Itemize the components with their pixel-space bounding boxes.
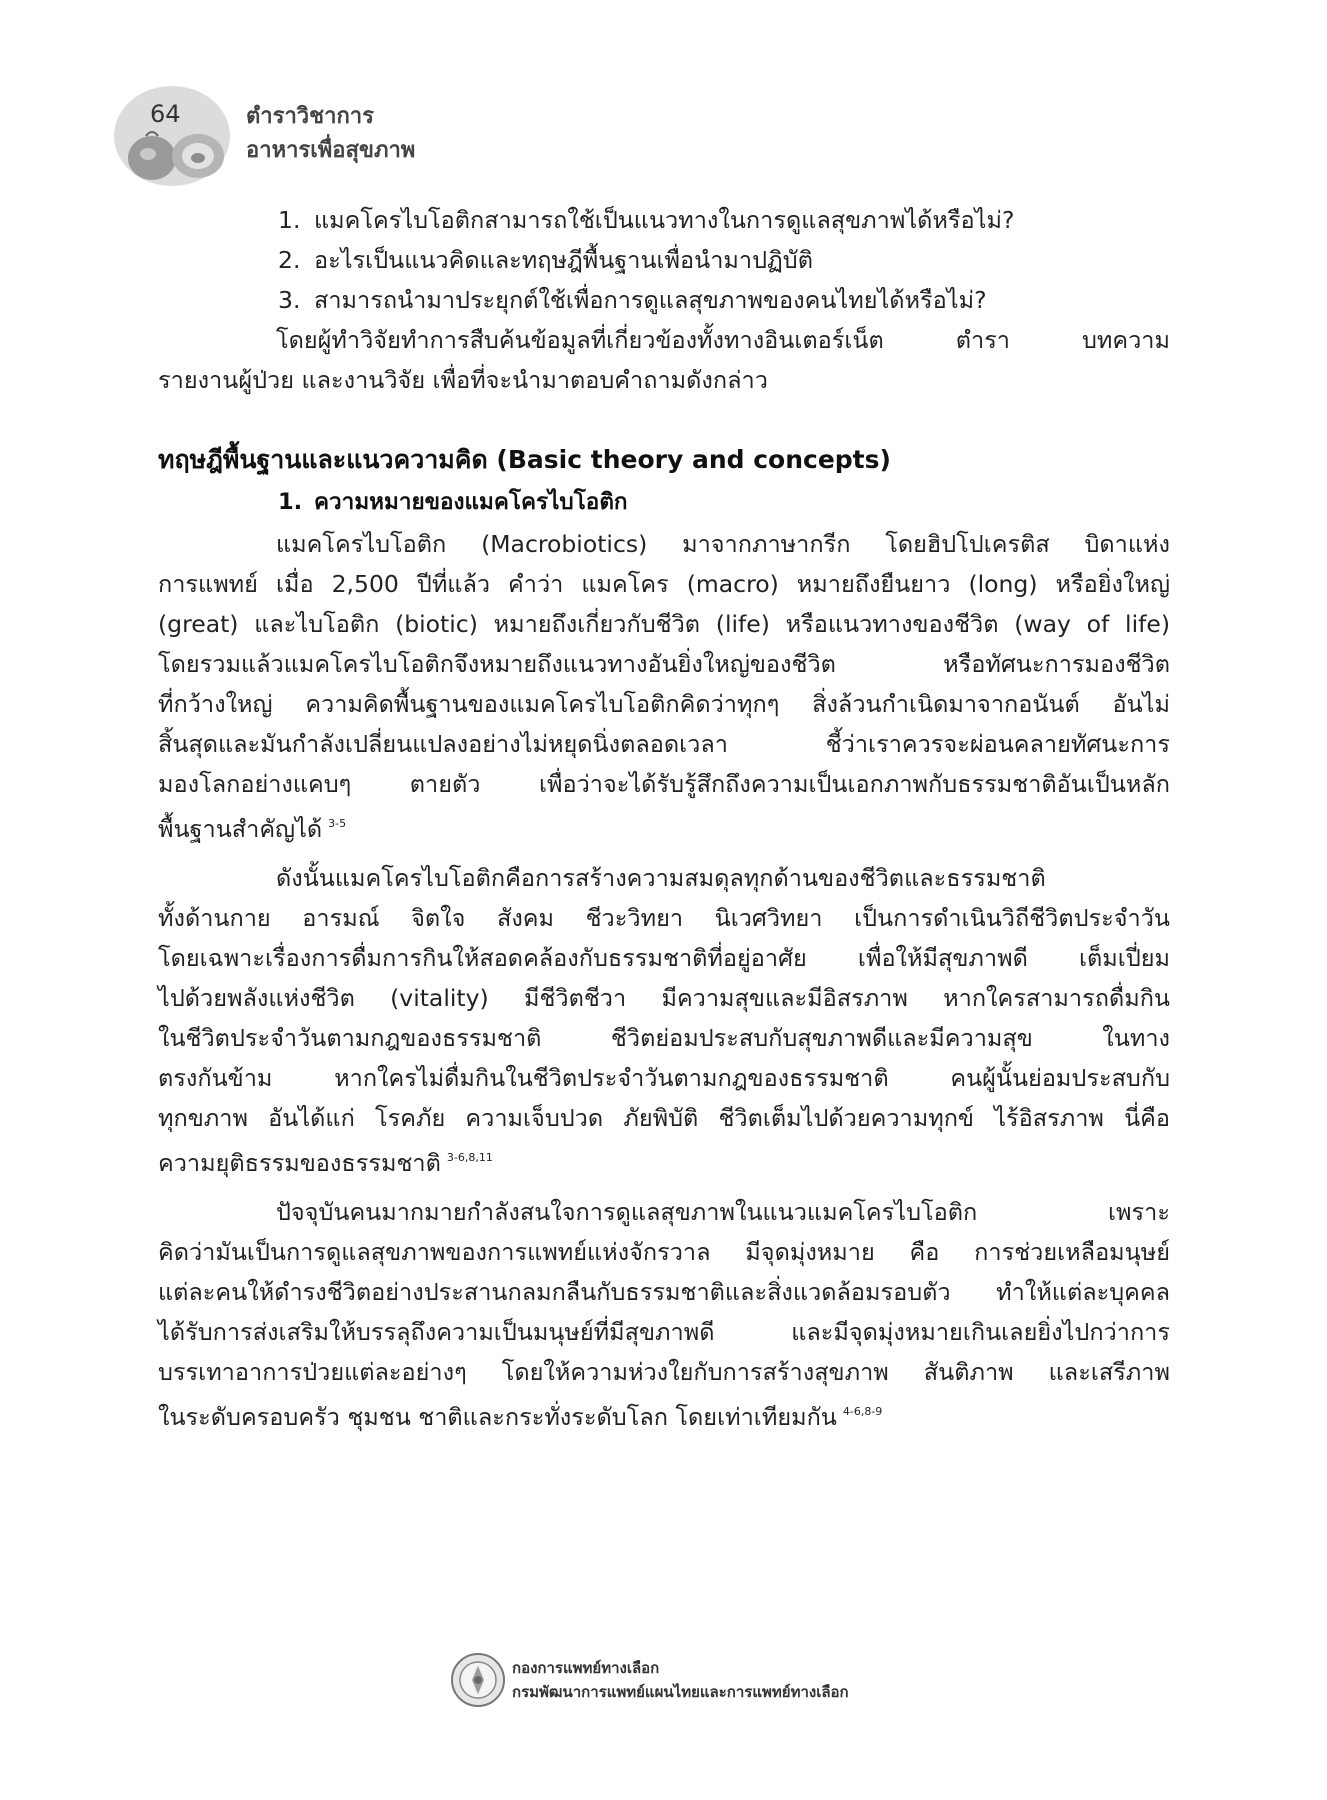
section-heading: ทฤษฎีพื้นฐานและแนวความคิด (Basic theory and concepts) [158,445,891,474]
sub-heading: 1. ความหมายของแมคโครไบโอติก [278,489,628,515]
book-title [246,100,415,168]
question-item: 2. อะไรเป็นแนวคิดและทฤษฎีพื้นฐานเพื่อนำมาปฏิบัติ [278,246,813,274]
book-title-line1: ตำราวิชาการ [246,104,374,129]
page-header [112,78,512,198]
question-item: 3. สามารถนำมาประยุกต์ใช้เพื่อการดูแลสุขภาพของคนไทยได้หรือไม่? [278,286,987,314]
intro-paragraph: โดยผู้ทำวิจัยทำการสืบค้นข้อมูลที่เกี่ยวข้องทั้งทางอินเตอร์เน็ต ตำรา บทความ รายงานผู้ป่วย และงานวิจัย เพื่อที่จะนำมาตอบคำถามดังกล่าว [158,326,1170,394]
paragraph-meaning: แมคโครไบโอติก (Macrobiotics) มาจากภาษากรีก โดยฮิปโปเครติส บิดาแห่ง การแพทย์ เมื่อ 2,500 ปีที่แล้ว คำว่า แมคโคร (macro) หมายถึงยืนยาว (long) หรือยิ่งใหญ่ (great) และไบโอติก (biotic) หมายถึงเกี่ยวกับชีวิต (life) หรือแนวทางของชีวิต (way of life) โดยรวมแล้วแมคโครไบโอติกจึงหมายถึงแนวทางอันยิ่งใหญ่ของชีวิต หรือทัศนะการมองชีวิต ที่กว้างใหญ่ ความคิดพื้นฐานของแมคโครไบโอติกคิดว่าทุกๆ สิ่งล้วนกำเนิดมาจากอนันต์ อันไม่ สิ้นสุดและมันกำลังเปลี่ยนแปลงอย่างไม่หยุดนิ่งตลอดเวลา ชี้ว่าเราควรจะผ่อนคลายทัศนะการ มองโลกอย่างแคบๆ ตายตัว เพื่อว่าจะได้รับรู้สึกถึงความเป็นเอกภาพกับธรรมชาติอันเป็นหลัก พื้นฐานสำคัญได้ $^{3-5}$ [158,530,1170,843]
question-item: 1. แมคโครไบโอติกสามารถใช้เป็นแนวทางในการดูแลสุขภาพได้หรือไม่? [278,206,1015,234]
reference-superscript: 3-6,8,11 [446,1151,493,1164]
footer-line1: กองการแพทย์ทางเลือก [512,1659,660,1677]
page-number: 64 [150,100,181,128]
footer-line2: กรมพัฒนาการแพทย์แผนไทยและการแพทย์ทางเลือก [512,1683,849,1701]
book-title-line2: อาหารเพื่อสุขภาพ [246,138,416,163]
reference-superscript: 4-6,8-9 [842,1405,883,1418]
department-seal-icon [450,1652,506,1708]
page-content [158,200,1170,1432]
reference-superscript: 3-5 [328,817,347,830]
fruit-illustration-icon [112,78,232,188]
footer-text [512,1656,849,1704]
paragraph-current: ปัจจุบันคนมากมายกำลังสนใจการดูแลสุขภาพในแนวแมคโครไบโอติก เพราะ คิดว่ามันเป็นการดูแลสุขภาพของการแพทย์แห่งจักรวาล มีจุดมุ่งหมาย คือ การช่วยเหลือมนุษย์ แต่ละคนให้ดำรงชีวิตอย่างประสานกลมกลืนกับธรรมชาติและสิ่งแวดล้อมรอบตัว ทำให้แต่ละบุคคล ได้รับการส่งเสริมให้บรรลุถึงความเป็นมนุษย์ที่มีสุขภาพดี และมีจุดมุ่งหมายเกินเลยยิ่งไปกว่าการ บรรเทาอาการป่วยแต่ละอย่างๆ โดยให้ความห่วงใยกับการสร้างสุขภาพ สันติภาพ และเสรีภาพ ในระดับครอบครัว ชุมชน ชาติและกระทั่งระดับโลก โดยเท่าเทียมกัน $^{4-6,8-9}$ [158,1198,1170,1431]
paragraph-balance: ดังนั้นแมคโครไบโอติกคือการสร้างความสมดุลทุกด้านของชีวิตและธรรมชาติ ทั้งด้านกาย อารมณ์ จิตใจ สังคม ชีวะวิทยา นิเวศวิทยา เป็นการดำเนินวิถีชีวิตประจำวัน โดยเฉพาะเรื่องการดื่มการกินให้สอดคล้องกับธรรมชาติที่อยู่อาศัย เพื่อให้มีสุขภาพดี เต็มเปี่ยม ไปด้วยพลังแห่งชีวิต (vitality) มีชีวิตชีวา มีความสุขและมีอิสรภาพ หากใครสามารถดื่มกิน ในชีวิตประจำวันตามกฎของธรรมชาติ ชีวิตย่อมประสบกับสุขภาพดีและมีความสุข ในทาง ตรงกันข้าม หากใครไม่ดื่มกินในชีวิตประจำวันตามกฎของธรรมชาติ คนผู้นั้นย่อมประสบกับ ทุกขภาพ อันได้แก่ โรคภัย ความเจ็บปวด ภัยพิบัติ ชีวิตเต็มไปด้วยความทุกข์ ไร้อิสรภาพ นี่คือ ความยุติธรรมของธรรมชาติ $^{3-6,8,11}$ [158,864,1170,1177]
page-footer [450,1650,950,1720]
